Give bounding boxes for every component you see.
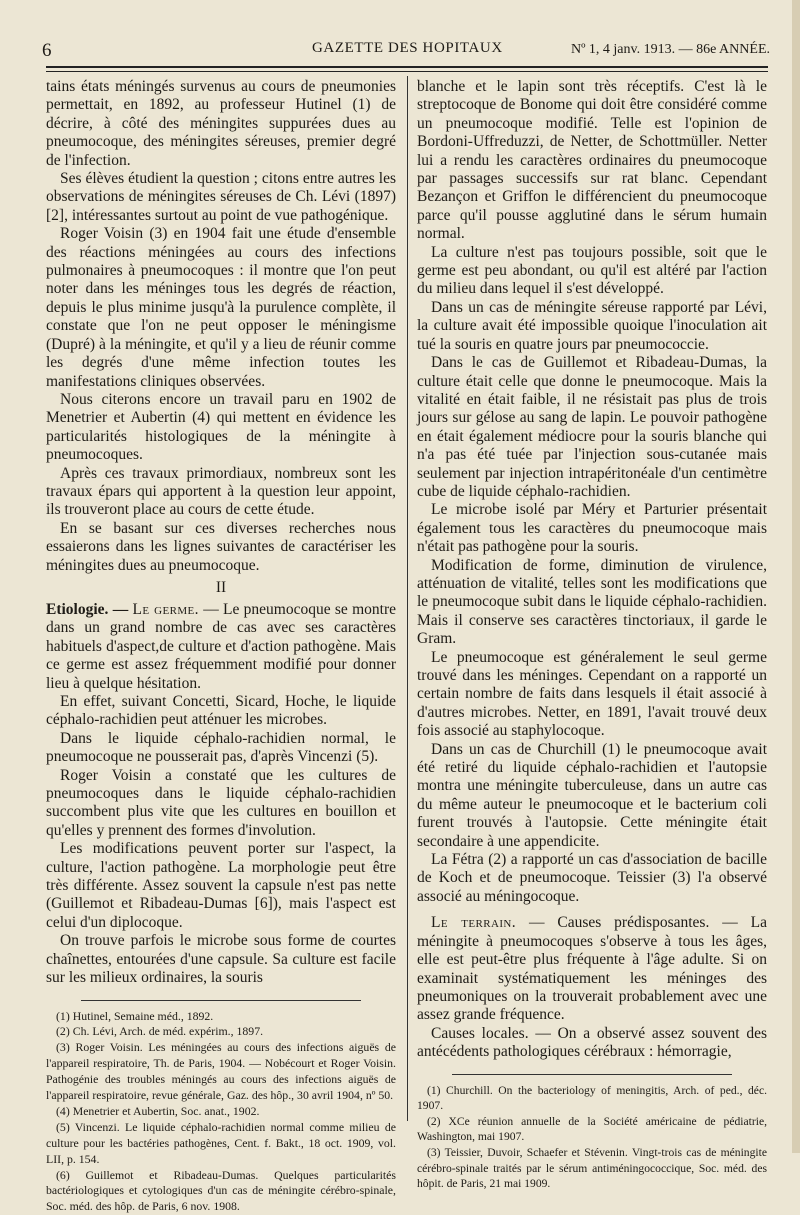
footnote-rule [452, 1074, 732, 1075]
paragraph: Le pneumocoque est généralement le seul germe trouvé dans les méninges. Cependant on a rapporté un certain nombre de faits dans lesquels il était associé à d'autres microbes. Netter, en 1891, l'avait trouvé deux fois associé au staphylocoque. [417, 649, 767, 741]
paragraph: Après ces travaux primordiaux, nombreux sont les travaux épars qui apportent à la question leur appoint, ils trouveront place au cours de cette étude. [46, 465, 396, 520]
paragraph: Dans le cas de Guillemot et Ribadeau-Dumas, la culture était celle que donne le pneumocoque. Mais la vitalité en était faible, il ne résistait pas plus de trois jours sur gélose au sang de lapin. Le pouvoir pathogène en était également médiocre pour la souris blanche qui n'a pas été tuée par l'injection sous-cutanée mais seulement par injection intrapéritonéale d'un centimètre cube de liquide céphalo-rachidien. [417, 354, 767, 501]
page-number: 6 [42, 40, 52, 62]
paragraph: Modification de forme, diminution de virulence, atténuation de vitalité, telles sont les modifications que le pneumocoque subit dans le liquide céphalo-rachidien. Mais il conserve ses caractères tinctoriaux, il garde le Gram. [417, 557, 767, 649]
terrain-paragraph [417, 914, 767, 1024]
paragraph: Dans un cas de Churchill (1) le pneumocoque avait été retiré du liquide céphalo-rachidien et l'autopsie montra une méningite tuberculeuse, dans un autre cas du même auteur le pneumocoque et le bacterium coli furent trouvés à l'autopsie. Cette méningite était secondaire à une appendicite. [417, 741, 767, 851]
section-opening [46, 601, 396, 693]
paragraph: Roger Voisin a constaté que les cultures de pneumocoques dans le liquide céphalo-rachidien succombent plus vite que les cultures en bouillon et qu'elles y prennent des formes d'involution. [46, 767, 396, 841]
paragraph: tains états méningés survenus au cours de pneumonies permettait, en 1892, au professeur Hutinel (1) de décrire, à côté des méningites suppurées dues au pneumocoque, des méningites séreuses, premier degré de l'infection. [46, 78, 396, 170]
column-divider [407, 76, 408, 1121]
section-lead: Etiologie. — [46, 601, 133, 618]
footnote-rule [81, 1000, 361, 1001]
paragraph: Causes locales. — On a observé assez souvent des antécédents pathologiques cérébraux : hémorragie, [417, 1025, 767, 1062]
footnote: (3) Teissier, Duvoir, Schaefer et Stévenin. Vingt-trois cas de méningite cérébro-spinale traités par le sérum antiméningococcique, Soc. méd. des hôpit. de Paris, 21 mai 1909. [417, 1145, 767, 1192]
page-edge [792, 0, 800, 1153]
footnote: (1) Hutinel, Semaine méd., 1892. [46, 1009, 396, 1025]
footnote: (5) Vincenzi. Le liquide céphalo-rachidien normal comme milieu de culture pour les bactéries pathogènes, Cent. f. Bakt., 18 oct. 1909, vol. LII, p. 154. [46, 1120, 396, 1168]
paragraph: La Fétra (2) a rapporté un cas d'association de bacille de Koch et de pneumocoque. Teissier (3) l'a observé associé au méningocoque. [417, 851, 767, 906]
paragraph: Le microbe isolé par Méry et Parturier présentait également tous les caractères du pneumocoque mais n'était pas pathogène pour la souris. [417, 501, 767, 556]
paragraph: La culture n'est pas toujours possible, soit que le germe est peu abondant, ou qu'il est altéré par l'action du milieu dans lequel il s'est développé. [417, 244, 767, 299]
paragraph: Roger Voisin (3) en 1904 fait une étude d'ensemble des réactions méningées au cours des infections pulmonaires à pneumocoques : il montre que l'on peut noter dans les méninges tous les degrés de réaction, depuis le plus minime jusqu'à la purulence complète, il constate que l'on ne peut opposer le méningisme (Dupré) à la méningite, et qu'il y a lieu de réunir comme les degrés d'une même infection toutes les manifestations cliniques observées. [46, 225, 396, 391]
right-column [417, 78, 767, 1192]
footnote: (2) Ch. Lévi, Arch. de méd. expérim., 1897. [46, 1024, 396, 1040]
running-header [42, 34, 770, 62]
footnote: (2) XCe réunion annuelle de la Société américaine de pédiatrie, Washington, mai 1907. [417, 1114, 767, 1145]
footnote: (3) Roger Voisin. Les méningées au cours des infections aiguës de l'appareil respiratoire, Th. de Paris, 1904. — Nobécourt et Roger Voisin. Pathogénie des troubles méningés au cours des infections aiguës de l'appareil respiratoire, revue générale, Gaz. des hôp., 30 avril 1904, nº 50. [46, 1040, 396, 1104]
left-column [46, 78, 396, 1215]
paragraph: Dans un cas de méningite séreuse rapporté par Lévi, la culture avait été impossible quoique l'inoculation ait tué la souris en quatre jours par pneumococcie. [417, 299, 767, 354]
paragraph: Ses élèves étudient la question ; citons entre autres les observations de méningites séreuses de Ch. Lévi (1897) [2], intéressantes surtout au point de vue pathogénique. [46, 170, 396, 225]
paragraph: Dans le liquide céphalo-rachidien normal, le pneumocoque ne pousserait pas, d'après Vincenzi (5). [46, 730, 396, 767]
journal-title: GAZETTE DES HOPITAUX [312, 40, 503, 57]
paragraph: En se basant sur ces diverses recherches nous essaierons dans les lignes suivantes de caractériser les méningites dues au pneumocoque. [46, 520, 396, 575]
header-rule-thick [46, 66, 768, 68]
paragraph: On trouve parfois le microbe sous forme de courtes chaînettes, entourées d'une capsule. Sa culture est facile sur les milieux ordinaires, la souris [46, 932, 396, 987]
footnote: (6) Guillemot et Ribadeau-Dumas. Quelques particularités bactériologiques et cytologiques d'un cas de méningite cérébro-spinale, Soc. méd. des hôp. de Paris, 6 nov. 1908. [46, 1168, 396, 1215]
paragraph: En effet, suivant Concetti, Sicard, Hoche, le liquide céphalo-rachidien peut atténuer les microbes. [46, 693, 396, 730]
footnote: (1) Churchill. On the bacteriology of meningitis, Arch. of ped., déc. 1907. [417, 1083, 767, 1114]
subsection-title: Le germe. [133, 601, 199, 618]
section-heading: II [46, 577, 396, 599]
paragraph: Nous citerons encore un travail paru en 1902 de Menetrier et Aubertin (4) qui mettent en évidence les particularités histologiques de la méningite à pneumocoques. [46, 391, 396, 465]
subsection-title: Le terrain. [431, 914, 516, 931]
section-text: — Le pneumocoque se montre dans un grand nombre de cas avec ses caractères habituels d'aspect,de culture et d'action pathogène. Mais ce germe est assez fréquemment modifié pour donner lieu à quelque hésitation. [46, 601, 396, 692]
footnotes [46, 1009, 396, 1215]
paragraph: blanche et le lapin sont très réceptifs. C'est là le streptocoque de Bonome qui doit être considéré comme un pneumocoque modifié. Telle est l'opinion de Bordoni-Uffreduzzi, de Netter, de Schottmüller. Netter lui a rendu les caractères ordinaires du pneumocoque par passages successifs sur rat blanc. Cependant Bezançon et Griffon le différencient du pneumocoque parce qu'il pousse agglutiné dans le sérum humain normal. [417, 78, 767, 244]
footnotes [417, 1083, 767, 1192]
paragraph: Les modifications peuvent porter sur l'aspect, la culture, l'action pathogène. La morphologie peut être très différente. Assez souvent la capsule n'est pas nette (Guillemot et Ribadeau-Dumas [6]), mais l'aspect est celui d'un diplocoque. [46, 840, 396, 932]
issue-info: Nº 1, 4 janv. 1913. — 86e ANNÉE. [571, 42, 770, 58]
header-rule-thin [46, 71, 768, 72]
terrain-text: — Causes prédisposantes. — La méningite à pneumocoques s'observe à tous les âges, elle est peut-être plus fréquente à l'âge adulte. Si on examinait systématiquement les méninges des pneumoniques on la trouverait probablement avec une assez grande fréquence. [417, 914, 767, 1023]
footnote: (4) Menetrier et Aubertin, Soc. anat., 1902. [46, 1104, 396, 1120]
